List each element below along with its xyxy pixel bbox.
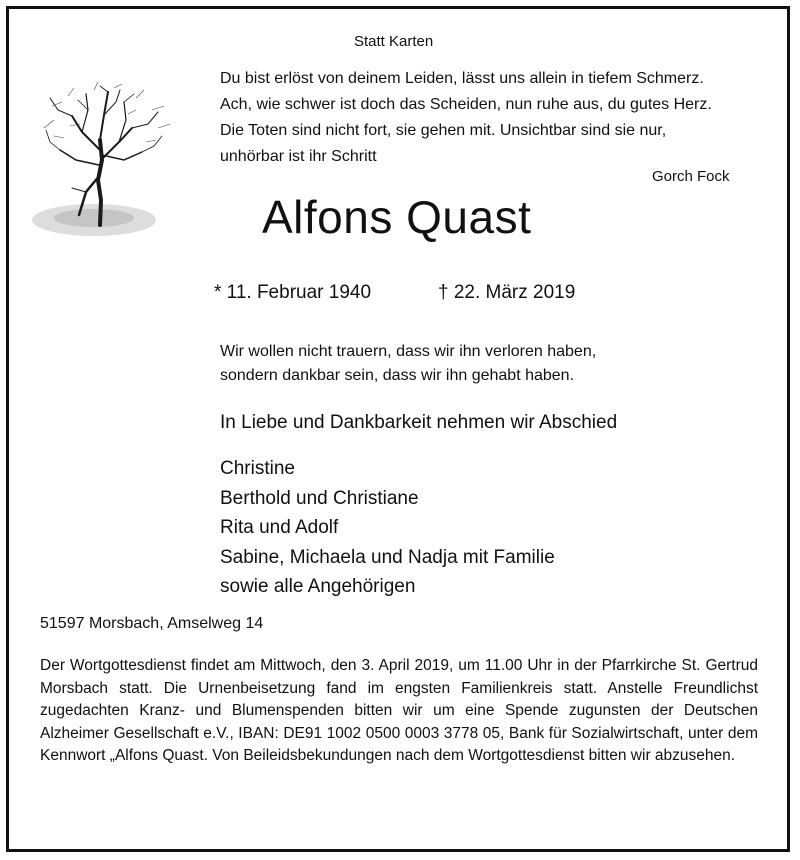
poem-line: Die Toten sind nicht fort, sie gehen mit. Unsichtbar sind sie nur, [220,122,667,139]
family-member: Sabine, Michaela und Nadja mit Familie [220,546,555,568]
birth-date: * 11. Februar 1940 [214,282,372,303]
deceased-name: Alfons Quast [262,191,532,243]
family-list [220,454,555,602]
family-member: Christine [220,458,295,479]
address: 51597 Morsbach, Amselweg 14 [40,615,264,632]
statt-karten-label: Statt Karten [354,33,434,50]
quote-line: sondern dankbar sein, dass wir ihn gehabt haben. [220,367,575,384]
quote-line: Wir wollen nicht trauern, dass wir ihn verloren haben, [220,343,597,360]
poem [220,66,712,170]
bare-tree-icon [24,80,184,255]
memorial-quote [220,340,596,388]
family-member: Rita und Adolf [220,517,339,538]
poem-line: Du bist erlöst von deinem Leiden, lässt uns allein in tiefem Schmerz. [220,70,704,87]
farewell-line: In Liebe und Dankbarkeit nehmen wir Abschied [220,412,618,433]
poem-line: Ach, wie schwer ist doch das Scheiden, nun ruhe aus, du gutes Herz. [220,96,712,113]
poem-line: unhörbar ist ihr Schritt [220,148,377,165]
death-date: † 22. März 2019 [438,282,576,303]
poem-author: Gorch Fock [652,168,730,185]
family-member: sowie alle Angehörigen [220,576,416,597]
family-member: Berthold und Christiane [220,487,419,509]
service-notice: Der Wortgottesdienst findet am Mittwoch, den 3. April 2019, um 11.00 Uhr in der Pfarrkirche St. Gertrud Morsbach statt. Die Urnenbeisetzung fand im engsten Familienkreis statt. Anstelle Freundlichst zugedachten Kranz- und Blumenspenden bitten wir um eine Spende zugunsten der Deutschen Alzheimer Gesellschaft e.V., IBAN: DE91 1002 0500 0003 3778 05, Bank für Sozialwirtschaft, unter dem Kennwort „Alfons Quast. Von Beileidsbekundungen nach dem Wortgottesdienst bitten wir abzusehen. [40,657,758,764]
